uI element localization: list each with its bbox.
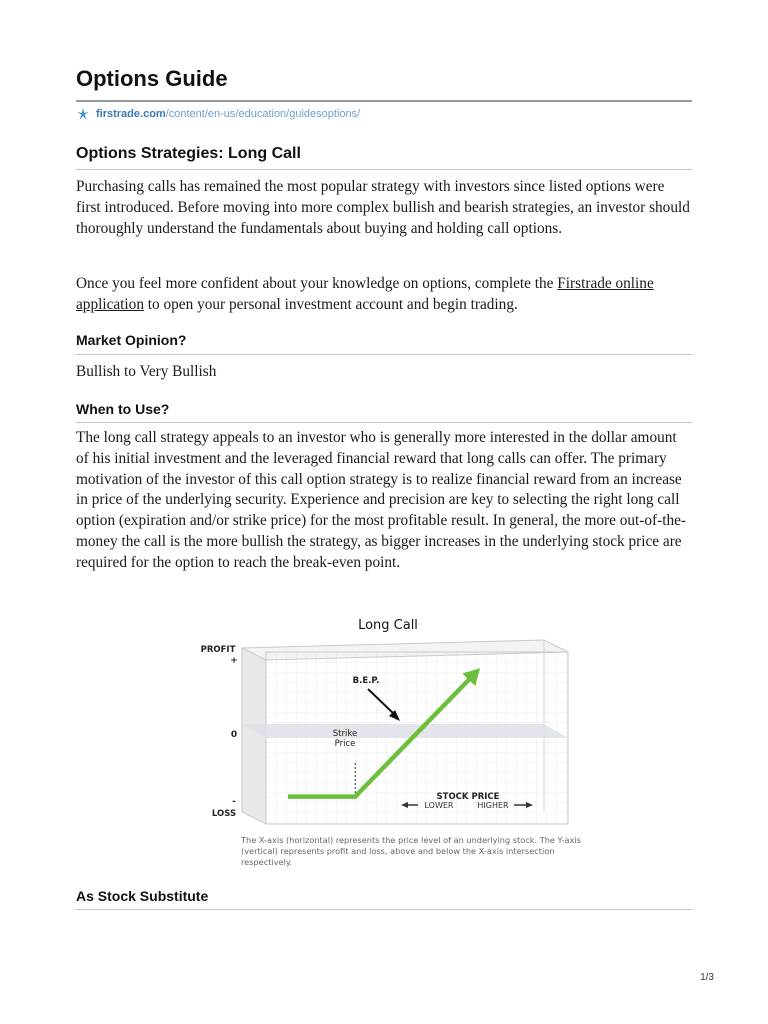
chart-caption: The X-axis (horizontal) represents the price level of an underlying stock. The Y-axis (vertical) represents profit and loss, above and below the X-axis intersection respectively. <box>241 835 581 867</box>
intro-paragraph: Purchasing calls has remained the most popular strategy with investors since listed options were first introduced. Before moving into more complex bullish and bearish strategies, an investor should thoroughly understand the fundamentals about buying and holding call options. <box>76 178 690 237</box>
as-stock-substitute-divider <box>76 909 692 910</box>
market-opinion-text: Bullish to Very Bullish <box>76 363 217 380</box>
when-to-use-heading: When to Use? <box>76 401 170 417</box>
source-url[interactable] <box>76 106 360 122</box>
zero-axis-band <box>242 724 568 738</box>
firstrade-application-link[interactable]: Firstrade online application <box>76 275 654 313</box>
strike-label-line2: Price <box>334 739 356 749</box>
section-heading: Options Strategies: Long Call <box>76 145 301 162</box>
application-text-before: Once you feel more confident about your knowledge on options, complete the <box>76 275 558 292</box>
strike-label-line1: Strike <box>332 729 358 739</box>
y-label-plus: + <box>230 656 238 666</box>
page-title: Options Guide <box>76 66 228 91</box>
page-number: 1/3 <box>700 972 714 983</box>
source-domain[interactable]: firstrade.com <box>96 108 166 120</box>
firstrade-logo-icon <box>76 107 90 121</box>
source-path[interactable]: /content/en-us/education/guidesoptions/ <box>165 108 361 120</box>
x-label-stock-price: STOCK PRICE <box>436 792 500 802</box>
market-opinion-heading: Market Opinion? <box>76 332 187 348</box>
y-label-profit: PROFIT <box>200 645 236 655</box>
chart-box-side <box>242 648 266 824</box>
section-divider <box>76 169 692 170</box>
y-label-minus: - <box>232 797 236 807</box>
when-to-use-divider <box>76 422 692 423</box>
x-label-lower: LOWER <box>424 801 454 810</box>
when-to-use-text: The long call strategy appeals to an investor who is generally more interested in the dollar amount of his initial investment and the leveraged financial reward that long calls can offer. The primary motivation of the investor of this call option strategy is to realize financial reward from an increase in price of the underlying security. Experience and precision are key to selecting the right long call option (expiration and/or strike price) for the most profitable result. In general, the more out-of-the-money the call is the more bullish the strategy, as bigger increases in the underlying stock price are required for the option to reach the break-even point. <box>76 429 686 571</box>
x-label-higher: HIGHER <box>477 801 509 810</box>
as-stock-substitute-heading: As Stock Substitute <box>76 888 209 904</box>
market-opinion-divider <box>76 354 692 355</box>
y-label-zero: 0 <box>230 730 238 740</box>
application-paragraph <box>76 274 692 316</box>
bep-label: B.E.P. <box>352 676 380 686</box>
title-divider <box>76 100 692 102</box>
application-text-after: to open your personal investment account and begin trading. <box>143 295 518 313</box>
y-label-loss: LOSS <box>211 809 237 819</box>
chart-title: Long Call <box>358 618 418 633</box>
